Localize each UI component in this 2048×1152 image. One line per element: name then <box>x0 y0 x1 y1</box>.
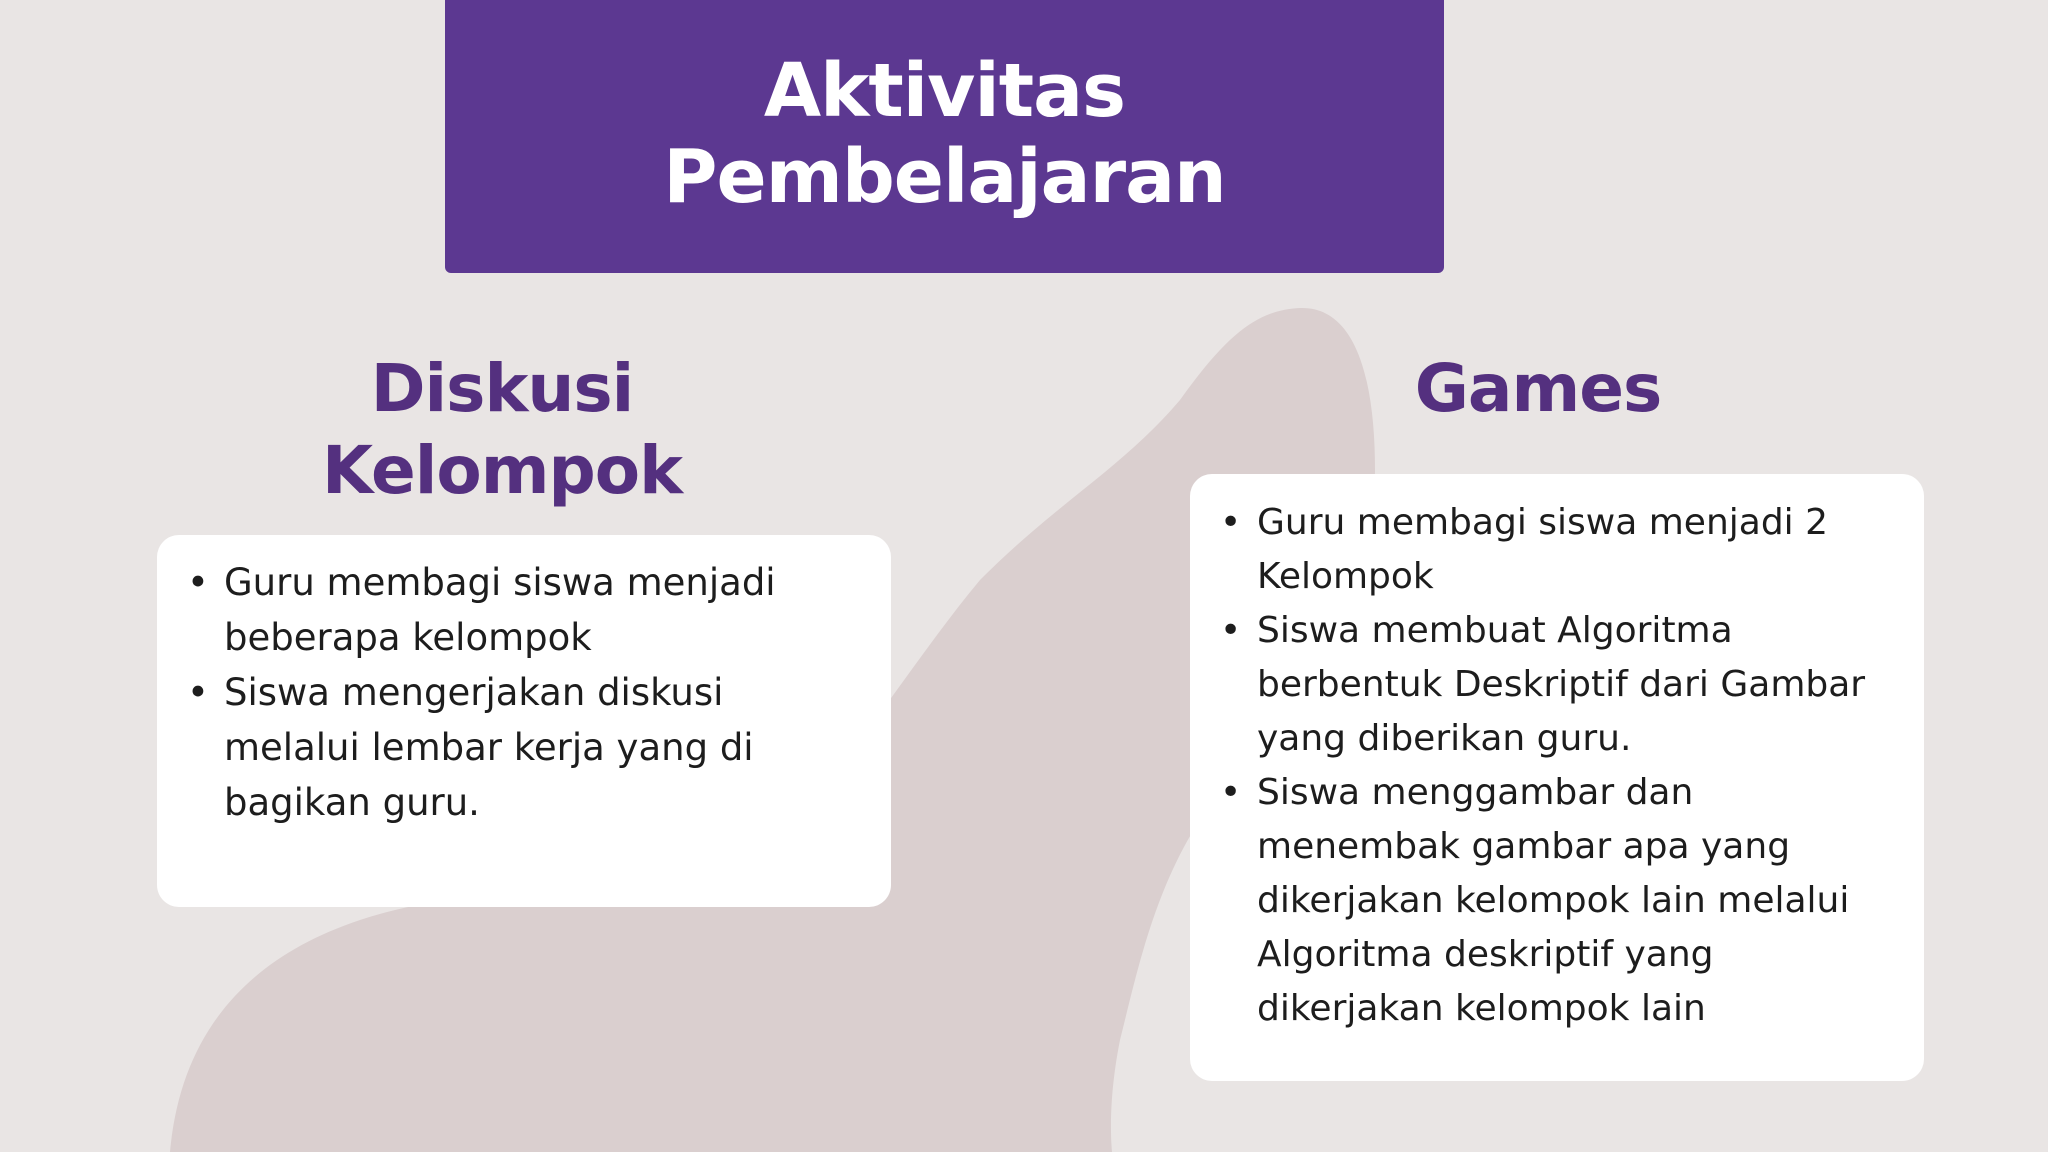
diskusi-bullet-list <box>187 555 851 830</box>
list-item <box>1220 496 1894 604</box>
bullet-icon: • <box>187 561 209 604</box>
slide-title-line: Pembelajaran <box>663 133 1226 220</box>
slide-title <box>663 48 1225 220</box>
list-item-text: Siswa menggambar dan menembak gambar apa yang dikerjakan kelompok lain melalui Algoritma deskriptif yang dikerjakan kelompok lain <box>1257 772 1850 1029</box>
section-heading-diskusi-kelompok <box>232 348 772 512</box>
title-banner <box>445 0 1444 273</box>
list-item <box>1220 766 1894 1036</box>
list-item-text: Siswa membuat Algoritma berbentuk Deskriptif dari Gambar yang diberikan guru. <box>1257 610 1866 759</box>
list-item <box>187 555 851 665</box>
section-heading-line: Diskusi <box>370 350 634 427</box>
section-heading-line: Kelompok <box>322 432 682 509</box>
games-bullet-list <box>1220 496 1894 1036</box>
bullet-icon: • <box>1220 610 1242 651</box>
bullet-icon: • <box>1220 502 1242 543</box>
list-item-text: Guru membagi siswa menjadi beberapa kelompok <box>224 561 776 659</box>
bullet-icon: • <box>1220 772 1242 813</box>
section-heading-line: Games <box>1414 350 1662 427</box>
diskusi-card <box>157 535 891 907</box>
slide-title-line: Aktivitas <box>763 47 1126 134</box>
games-card <box>1190 474 1924 1081</box>
list-item <box>187 665 851 830</box>
bullet-icon: • <box>187 671 209 714</box>
section-heading-games <box>1268 348 1808 430</box>
list-item <box>1220 604 1894 766</box>
list-item-text: Siswa mengerjakan diskusi melalui lembar kerja yang di bagikan guru. <box>224 671 754 824</box>
list-item-text: Guru membagi siswa menjadi 2 Kelompok <box>1257 502 1829 597</box>
